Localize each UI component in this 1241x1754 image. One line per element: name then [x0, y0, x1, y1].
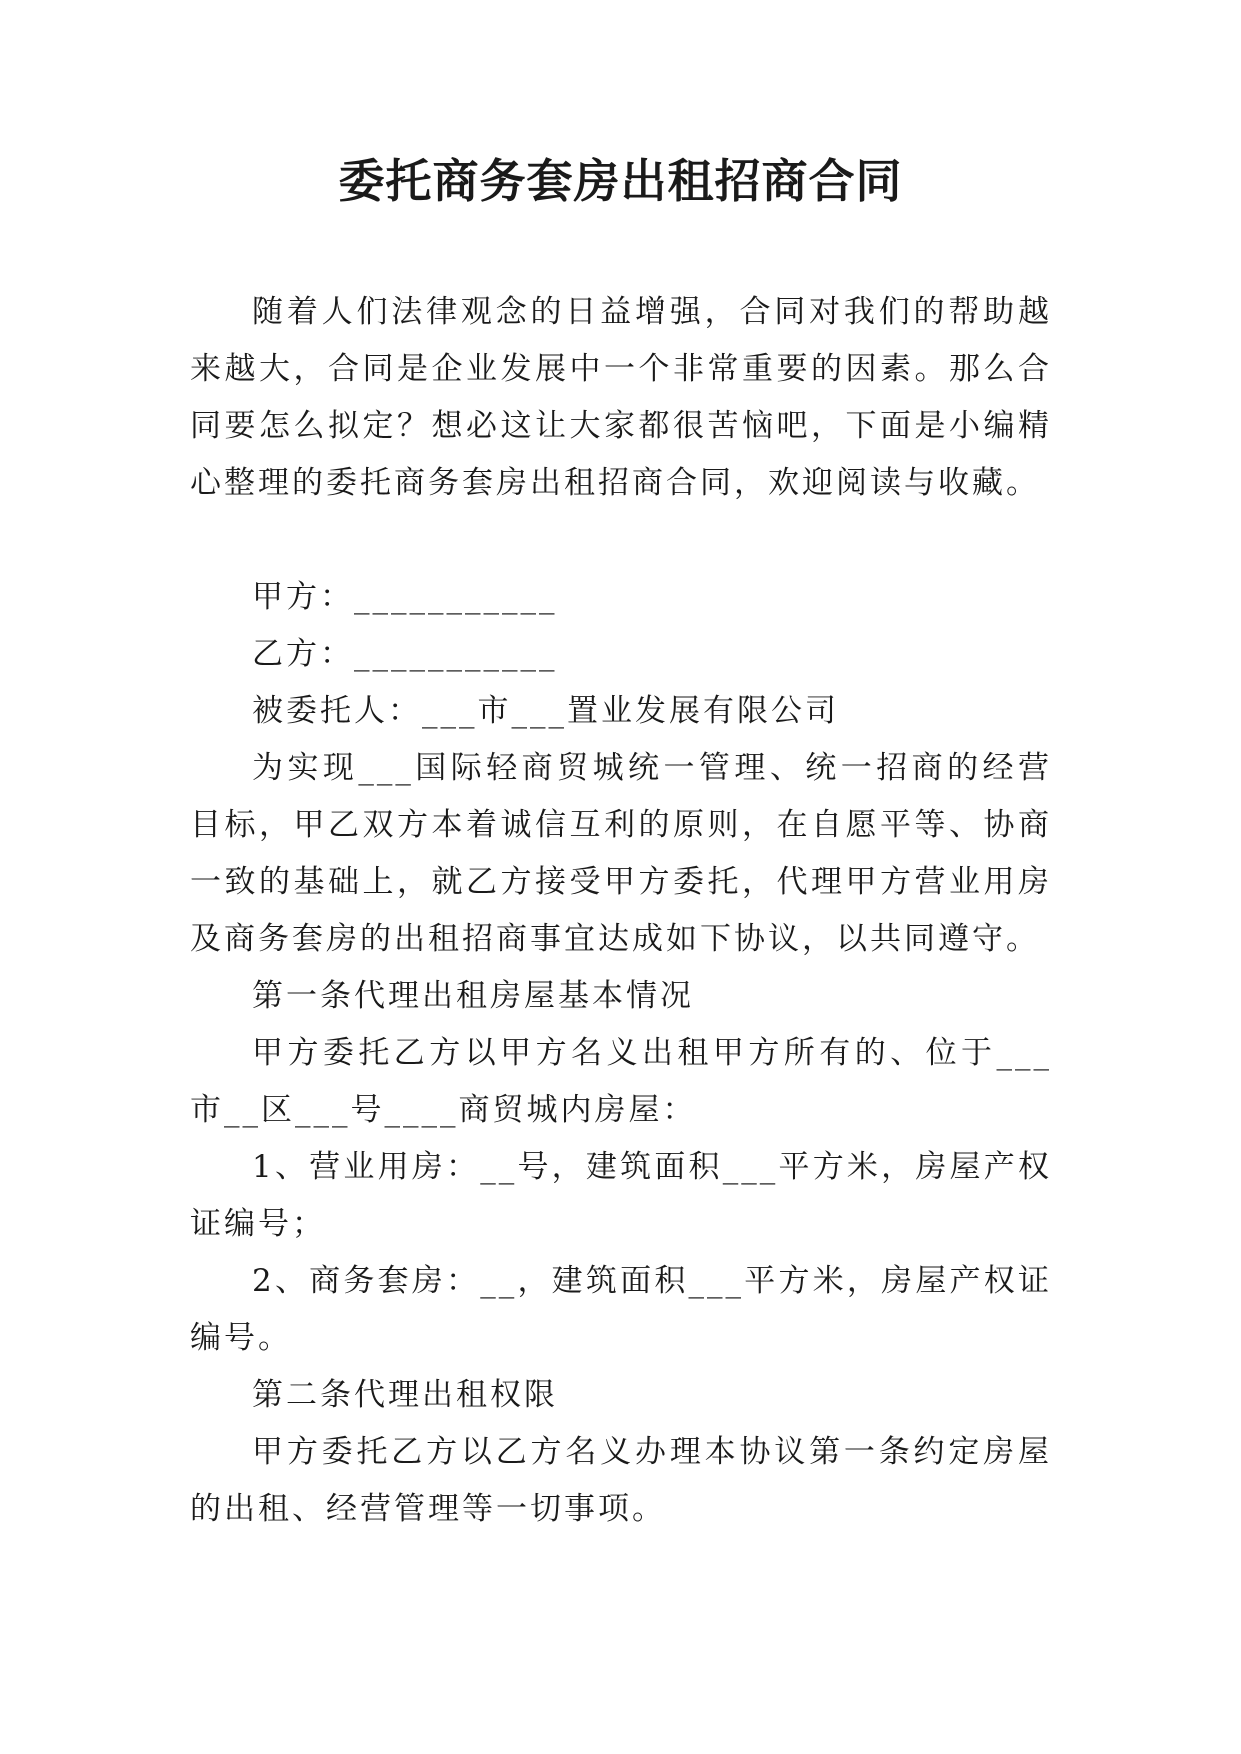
trustee-line: 被委托人：___市___置业发展有限公司	[252, 693, 839, 729]
party-a-line: 甲方：___________	[252, 579, 558, 615]
article-1-item-2: 2、商务套房：__，建筑面积___平方米，房屋产权证编号。	[190, 1263, 1052, 1356]
document-body	[190, 284, 1052, 1538]
article-1-heading: 第一条代理出租房屋基本情况	[252, 978, 694, 1014]
paragraph-gap	[190, 512, 1052, 569]
purpose-paragraph: 为实现___国际轻商贸城统一管理、统一招商的经营目标，甲乙双方本着诚信互利的原则，在自愿平等、协商一致的基础上，就乙方接受甲方委托，代理甲方营业用房及商务套房的出租招商事宜达成如下协议，以共同遵守。	[190, 750, 1052, 957]
article-2-paragraph: 甲方委托乙方以乙方名义办理本协议第一条约定房屋的出租、经营管理等一切事项。	[190, 1434, 1052, 1527]
intro-paragraph: 随着人们法律观念的日益增强，合同对我们的帮助越来越大，合同是企业发展中一个非常重要的因素。那么合同要怎么拟定？想必这让大家都很苦恼吧，下面是小编精心整理的委托商务套房出租招商合同，欢迎阅读与收藏。	[190, 294, 1052, 501]
article-1-item-1: 1、营业用房：__号，建筑面积___平方米，房屋产权证编号；	[190, 1149, 1052, 1242]
document-title: 委托商务套房出租招商合同	[338, 154, 903, 208]
party-b-line: 乙方：___________	[252, 636, 558, 672]
article-2-heading: 第二条代理出租权限	[252, 1377, 558, 1413]
article-1-paragraph: 甲方委托乙方以甲方名义出租甲方所有的、位于___市__区___号____商贸城内房屋：	[190, 1035, 1052, 1128]
